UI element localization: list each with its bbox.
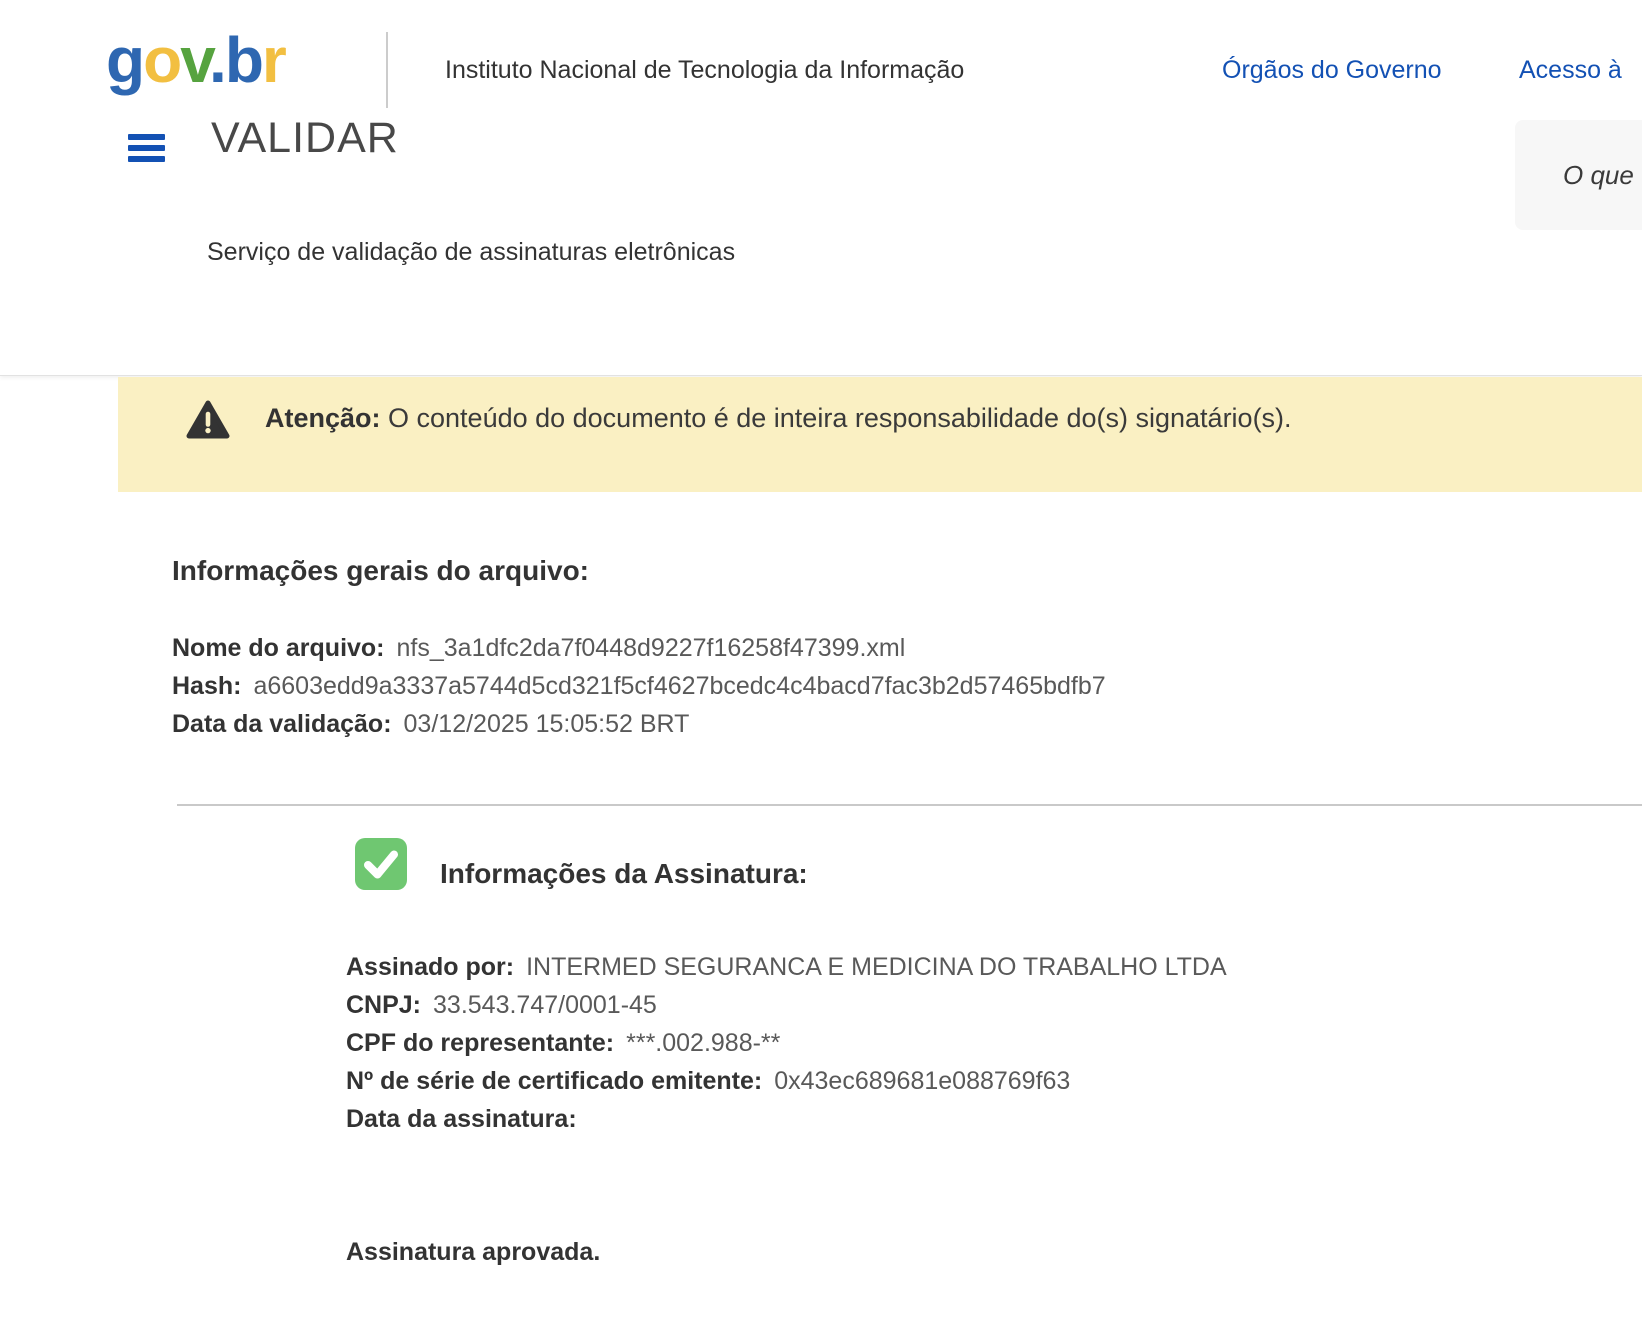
service-subtitle: Serviço de validação de assinaturas eletrônicas bbox=[207, 238, 736, 266]
warning-text bbox=[265, 398, 1292, 438]
warning-icon bbox=[186, 400, 230, 440]
o-que-tooltip-button[interactable] bbox=[1515, 120, 1642, 230]
hash-label: Hash: bbox=[172, 672, 242, 700]
cnpj-row bbox=[346, 986, 1227, 1024]
check-icon bbox=[355, 838, 407, 890]
menu-icon[interactable] bbox=[128, 134, 165, 162]
cpf-row bbox=[346, 1024, 1227, 1062]
signature-status: Assinatura aprovada. bbox=[346, 1238, 601, 1266]
logo-letter: r bbox=[261, 24, 285, 96]
signature-date-row bbox=[346, 1100, 1227, 1138]
file-info-title: Informações gerais do arquivo: bbox=[172, 555, 589, 586]
cpf-value: ***.002.988-** bbox=[626, 1029, 781, 1057]
logo-letter: v bbox=[180, 24, 210, 96]
file-name-value: nfs_3a1dfc2da7f0448d9227f16258f47399.xml bbox=[396, 634, 906, 662]
header bbox=[0, 0, 1642, 376]
validation-date-value: 03/12/2025 15:05:52 BRT bbox=[403, 710, 690, 738]
warning-banner bbox=[118, 377, 1642, 492]
validation-date-row bbox=[172, 705, 1106, 743]
nav-link-orgaos-do-governo[interactable]: Órgãos do Governo bbox=[1222, 56, 1442, 84]
file-name-label: Nome do arquivo: bbox=[172, 634, 385, 662]
cnpj-value: 33.543.747/0001-45 bbox=[433, 991, 657, 1019]
validation-date-label: Data da validação: bbox=[172, 710, 392, 738]
file-info-rows bbox=[172, 629, 1106, 743]
govbr-logo[interactable] bbox=[106, 22, 285, 99]
file-name-row bbox=[172, 629, 1106, 667]
nav-link-acesso[interactable]: Acesso à bbox=[1519, 56, 1622, 84]
section-divider bbox=[177, 804, 1642, 806]
logo-letter: b bbox=[224, 24, 262, 96]
cnpj-label: CNPJ: bbox=[346, 991, 422, 1019]
logo-letter: o bbox=[143, 24, 181, 96]
signed-by-label: Assinado por: bbox=[346, 953, 515, 981]
o-que-tooltip-label: O que bbox=[1563, 160, 1634, 190]
header-divider bbox=[386, 32, 388, 108]
warning-message: O conteúdo do documento é de inteira responsabilidade do(s) signatário(s). bbox=[380, 403, 1292, 433]
app-title: VALIDAR bbox=[211, 114, 399, 162]
org-name: Instituto Nacional de Tecnologia da Informação bbox=[445, 56, 965, 84]
warning-label: Atenção: bbox=[265, 403, 381, 433]
cpf-label: CPF do representante: bbox=[346, 1029, 615, 1057]
logo-letter: . bbox=[209, 24, 225, 96]
hash-value: a6603edd9a3337a5744d5cd321f5cf4627bcedc4c4bacd7fac3b2d57465bdfb7 bbox=[253, 672, 1106, 700]
signed-by-row bbox=[346, 948, 1227, 986]
certificate-serial-value: 0x43ec689681e088769f63 bbox=[774, 1067, 1071, 1095]
certificate-serial-row bbox=[346, 1062, 1227, 1100]
signature-info-title: Informações da Assinatura: bbox=[440, 858, 808, 889]
signature-date-label: Data da assinatura: bbox=[346, 1105, 577, 1133]
signature-rows bbox=[346, 948, 1227, 1138]
logo-letter: g bbox=[106, 24, 144, 96]
certificate-serial-label: Nº de série de certificado emitente: bbox=[346, 1067, 763, 1095]
signed-by-value: INTERMED SEGURANCA E MEDICINA DO TRABALHO LTDA bbox=[526, 953, 1227, 981]
hash-row bbox=[172, 667, 1106, 705]
